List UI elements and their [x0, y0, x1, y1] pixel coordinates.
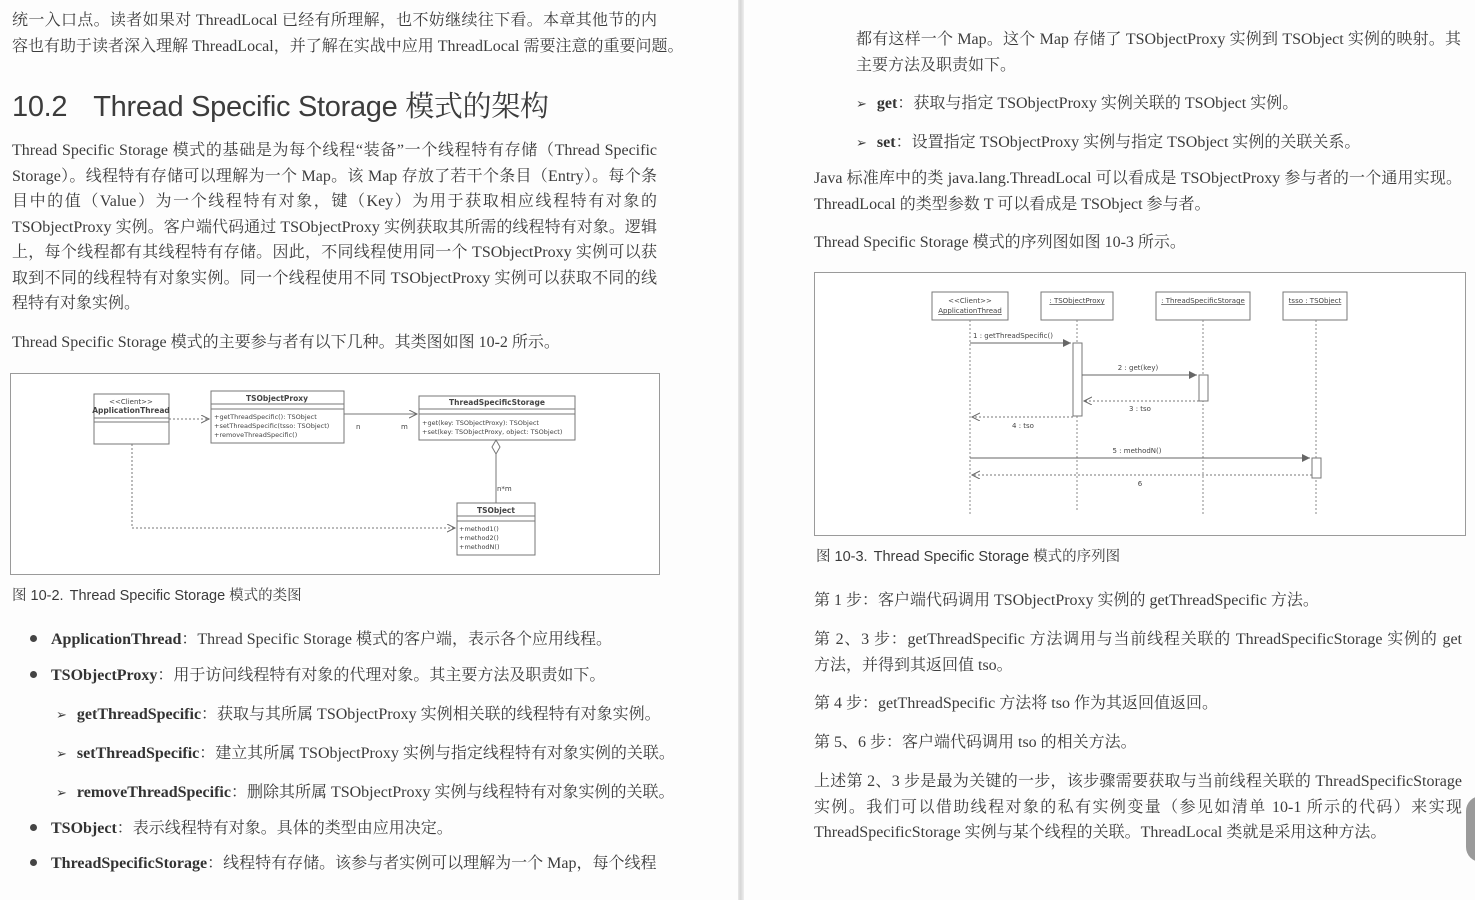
- text-line: 第 2、3 步：getThreadSpecific 方法调用与当前线程关联的 ThreadSpecificStorage 实例的 get: [814, 631, 1462, 648]
- step-1-paragraph: [814, 588, 1319, 614]
- class-name: ApplicationThread: [92, 406, 170, 415]
- class-diagram-frame: [10, 373, 660, 575]
- bullet-dot-icon: [30, 824, 37, 831]
- lifeline-name: : TSObjectProxy: [1049, 297, 1105, 305]
- method-label: +removeThreadSpecific(): [214, 431, 298, 439]
- text-line: 程特有对象实例。: [12, 295, 141, 312]
- bullet-text: ：获取与其所属 TSObjectProxy 实例相关联的线程特有对象实例。: [201, 706, 661, 723]
- section-heading: [12, 84, 549, 125]
- sequence-diagram-frame: [814, 272, 1466, 536]
- sequence-intro: [814, 230, 1186, 256]
- text-line: TSObjectProxy 实例。客户端代码通过 TSObjectProxy 实例获取其所需的线程特有对象。逻辑: [12, 218, 657, 236]
- bullet-term: ThreadSpecificStorage: [51, 855, 208, 872]
- figure-label: 图 10-2.: [12, 588, 64, 604]
- bullet-dot-icon: [30, 671, 37, 678]
- bullet-dot-icon: [30, 635, 37, 642]
- text-line: ThreadSpecificStorage 实例与某个线程的关联。ThreadLocal 类就是采用这种方法。: [814, 824, 1387, 841]
- arrow-bullet-icon: ➢: [856, 136, 867, 151]
- bullet-item: [30, 815, 453, 838]
- lifeline-thread-specific-storage: [1156, 292, 1250, 515]
- bullet-text: ：表示线程特有对象。具体的类型由应用决定。: [116, 820, 453, 837]
- storage-continued-paragraph: [856, 27, 1461, 78]
- method-label: +getThreadSpecific(): TSObject: [214, 413, 317, 421]
- dependency-arrow: [132, 444, 455, 528]
- activation-bar: [1312, 458, 1321, 478]
- method-label: +methodN(): [459, 543, 500, 551]
- class-tsobject: [457, 503, 535, 555]
- text-line: 统一入口点。读者如果对 ThreadLocal 已经有所理解，也不妨继续往下看。本章其他节的内: [12, 12, 657, 29]
- bullet-term: ApplicationThread: [51, 631, 182, 648]
- bullet-text: ：建立其所属 TSObjectProxy 实例与指定线程特有对象实例的关联。: [199, 745, 675, 762]
- multiplicity-label: n*m: [497, 485, 512, 493]
- java-threadlocal-paragraph: [814, 166, 1462, 217]
- lifeline-application-thread: [932, 292, 1008, 515]
- bullet-term: removeThreadSpecific: [76, 784, 231, 801]
- bullet-term: setThreadSpecific: [76, 745, 200, 762]
- bullet-text: ：获取与指定 TSObjectProxy 实例关联的 TSObject 实例。: [897, 95, 1299, 112]
- bullet-term: get: [876, 95, 898, 112]
- text-line: Storage）。线程特有存储可以理解为一个 Map。该 Map 存放了若干个条目（Entry）。每个条: [12, 167, 657, 185]
- text-line: 上述第 2、3 步是最为关键的一步，该步骤需要获取与当前线程关联的 ThreadSpecificStorage: [814, 773, 1462, 790]
- class-diagram: [11, 374, 659, 574]
- message-label: 5 : methodN(): [1112, 447, 1162, 455]
- method-label: +setThreadSpecific(tsso: TSObject): [214, 422, 330, 430]
- bullet-item: [30, 850, 656, 873]
- text-line: 上，每个线程都有其线程特有存储。因此，不同线程使用同一个 TSObjectProxy 实例可以获: [12, 244, 657, 261]
- bullet-text: ：删除其所属 TSObjectProxy 实例与线程特有对象实例的关联。: [230, 784, 675, 801]
- text-line: Thread Specific Storage 模式的序列图如图 10-3 所示。: [814, 234, 1186, 251]
- class-name: TSObject: [477, 506, 515, 515]
- class-application-thread: [92, 394, 170, 444]
- step-5-6-paragraph: [814, 730, 1137, 756]
- bullet-term: set: [876, 134, 896, 151]
- section-number: 10.2: [12, 91, 68, 123]
- bullet-term: TSObjectProxy: [51, 667, 158, 684]
- text-line: 容也有助于读者深入理解 ThreadLocal，并了解在实战中应用 ThreadLocal 需要注意的重要问题。: [12, 37, 684, 55]
- bullet-text: ：设置指定 TSObjectProxy 实例与指定 TSObject 实例的关联关系。: [895, 134, 1361, 151]
- step-4-paragraph: [814, 691, 1218, 717]
- class-thread-specific-storage: [419, 396, 575, 440]
- arrow-bullet-icon: ➢: [56, 708, 67, 723]
- text-line: 第 5、6 步：客户端代码调用 tso 的相关方法。: [814, 734, 1137, 751]
- section-title: Thread Specific Storage 模式的架构: [93, 91, 549, 123]
- class-tsobject-proxy: [211, 391, 344, 443]
- lifeline-tsso-tsobject: [1283, 292, 1347, 515]
- text-line: 方法，并得到其返回值 tso。: [814, 656, 1013, 674]
- bullet-text: ：线程特有存储。该参与者实例可以理解为一个 Map，每个线程: [207, 855, 657, 872]
- method-label: +method2(): [459, 534, 499, 542]
- bullet-item: [30, 626, 612, 649]
- sub-bullet-item: [56, 740, 675, 763]
- floating-scroll-handle[interactable]: [1466, 796, 1475, 862]
- figure-title: Thread Specific Storage 模式的类图: [69, 588, 302, 604]
- figure-caption: [12, 584, 302, 605]
- figure-label: 图 10-3.: [816, 549, 868, 565]
- text-line: 主要方法及职责如下。: [856, 56, 1017, 74]
- text-line: 实例。我们可以借助线程对象的私有实例变量（参见如清单 10-1 所示的代码）来实现: [814, 798, 1462, 816]
- sequence-diagram: [815, 273, 1465, 535]
- lifeline-name: tsso : TSObject: [1288, 297, 1342, 305]
- participants-intro: [12, 330, 560, 356]
- arrow-bullet-icon: ➢: [856, 97, 867, 112]
- right-page: [744, 0, 1475, 900]
- text-line: Thread Specific Storage 模式的主要参与者有以下几种。其类图如图 10-2 所示。: [12, 334, 560, 351]
- sub-bullet-item: [56, 779, 675, 802]
- stereotype-label: <<Client>>: [109, 398, 153, 406]
- aggregation-diamond: [492, 440, 500, 454]
- text-line: 第 1 步：客户端代码调用 TSObjectProxy 实例的 getThreadSpecific 方法。: [814, 592, 1319, 609]
- message-label: 4 : tso: [1012, 422, 1034, 430]
- stereotype-label: <<Client>>: [948, 297, 992, 305]
- activation-bar: [1199, 375, 1208, 401]
- message-label: 2 : get(key): [1117, 364, 1159, 372]
- text-line: 都有这样一个 Map。这个 Map 存储了 TSObjectProxy 实例到 TSObject 实例的映射。其: [856, 31, 1461, 48]
- lifeline-name: : ThreadSpecificStorage: [1161, 297, 1245, 305]
- sub-bullet-item: [856, 90, 1298, 113]
- sub-bullet-item: [56, 701, 661, 724]
- text-line: Thread Specific Storage 模式的基础是为每个线程“装备”一个线程特有存储（Thread Specific: [12, 142, 657, 159]
- text-line: 取到不同的线程特有对象实例。同一个线程使用不同 TSObjectProxy 实例可以获取不同的线: [12, 269, 657, 287]
- bullet-text: ：用于访问线程特有对象的代理对象。其主要方法及职责如下。: [157, 667, 606, 684]
- class-name: ThreadSpecificStorage: [449, 398, 545, 407]
- bullet-term: TSObject: [51, 820, 117, 837]
- summary-paragraph: [814, 769, 1462, 846]
- message-label: 1 : getThreadSpecific(): [973, 332, 1053, 340]
- step-2-3-paragraph: [814, 627, 1462, 678]
- architecture-paragraph: [12, 138, 657, 317]
- method-label: +method1(): [459, 525, 499, 533]
- class-name: TSObjectProxy: [245, 394, 309, 403]
- message-label: 6: [1137, 480, 1143, 488]
- message-label: 3 : tso: [1129, 405, 1151, 413]
- arrow-bullet-icon: ➢: [56, 747, 67, 762]
- lifeline-name: ApplicationThread: [938, 307, 1002, 315]
- bullet-dot-icon: [30, 859, 37, 866]
- sub-bullet-item: [856, 129, 1360, 152]
- activation-bar: [1073, 343, 1082, 416]
- multiplicity-label: m: [401, 423, 408, 431]
- figure-caption: [816, 545, 1120, 566]
- figure-title: Thread Specific Storage 模式的序列图: [873, 549, 1121, 565]
- method-label: +get(key: TSObjectProxy): TSObject: [422, 419, 539, 427]
- text-line: 第 4 步：getThreadSpecific 方法将 tso 作为其返回值返回。: [814, 695, 1218, 712]
- bullet-item: [30, 662, 605, 685]
- text-line: Java 标准库中的类 java.lang.ThreadLocal 可以看成是 TSObjectProxy 参与者的一个通用实现。: [814, 170, 1462, 187]
- method-label: +set(key: TSObjectProxy, object: TSObject): [422, 428, 563, 436]
- text-line: 目中的值（Value）为一个线程特有对象，键（Key）为用于获取相应线程特有对象的: [12, 193, 657, 210]
- multiplicity-label: n: [356, 423, 361, 431]
- text-line: ThreadLocal 的类型参数 T 可以看成是 TSObject 参与者。: [814, 195, 1211, 213]
- bullet-term: getThreadSpecific: [76, 706, 202, 723]
- arrow-bullet-icon: ➢: [56, 786, 67, 801]
- intro-paragraph: [12, 8, 684, 59]
- bullet-text: ：Thread Specific Storage 模式的客户端，表示各个应用线程。: [181, 631, 613, 648]
